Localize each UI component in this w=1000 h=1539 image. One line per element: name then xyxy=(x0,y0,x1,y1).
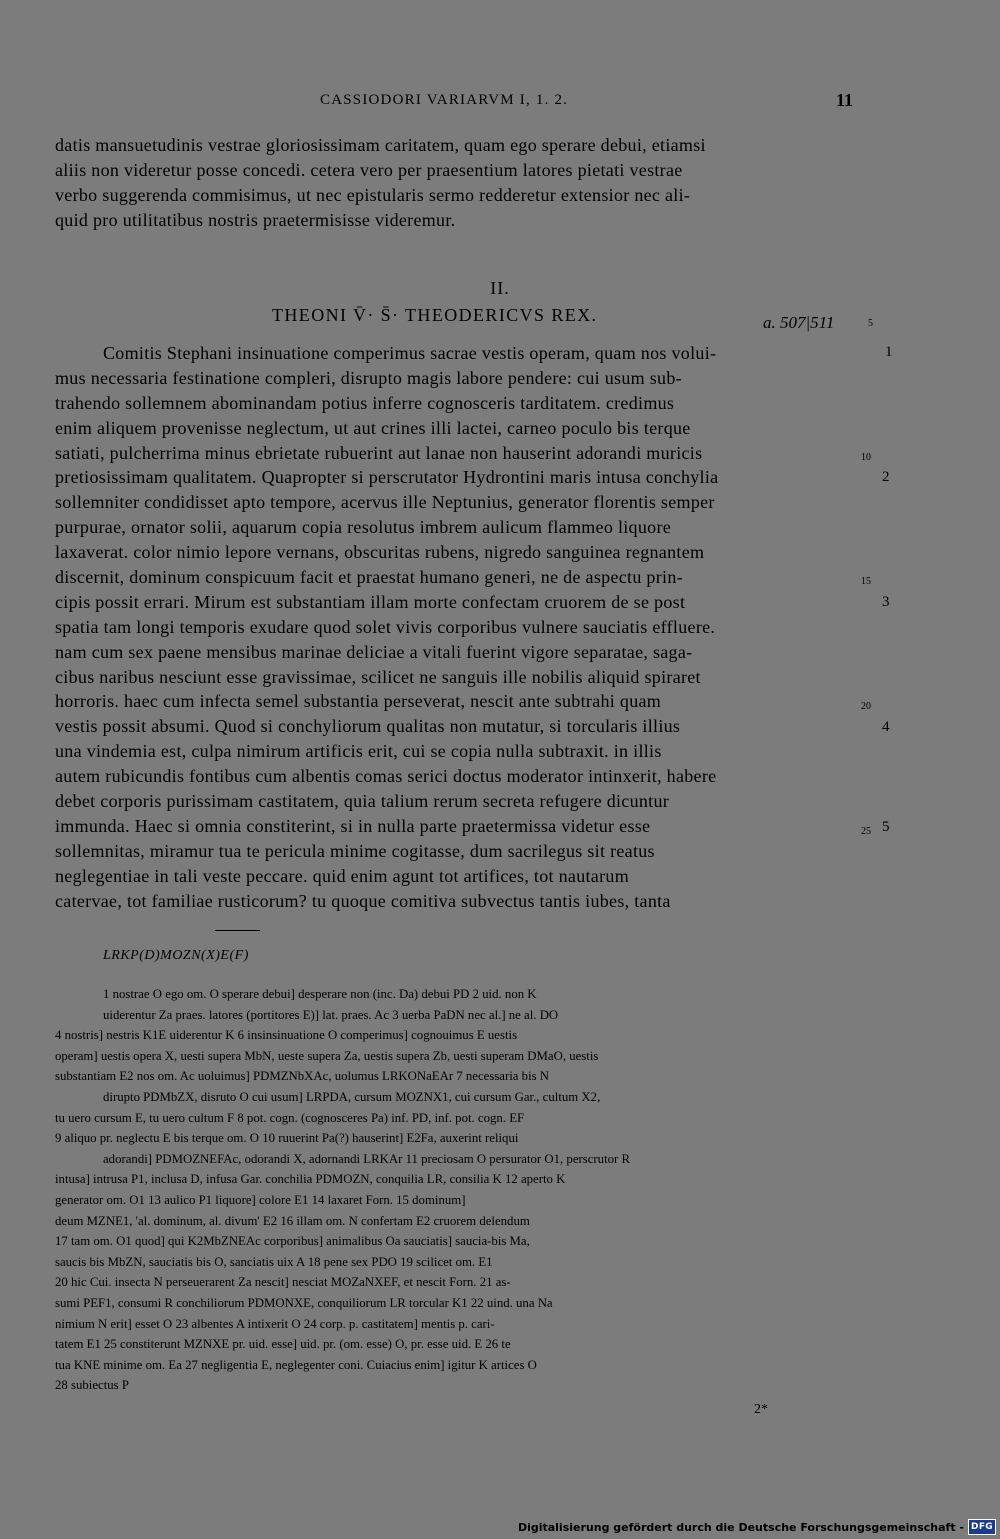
apparatus-line: substantiam E2 nos om. Ac uoluimus] PDMZNbXAc, uolumus LRKONaEAr 7 necessaria bis N xyxy=(55,1069,550,1084)
margin-line-number: 20 xyxy=(861,701,871,712)
section-numeral: II. xyxy=(490,278,510,298)
text-line: immunda. Haec si omnia constiterint, si in nulla parte praetermissa videtur esse xyxy=(55,815,651,836)
dfg-logo-icon xyxy=(968,1519,996,1535)
dfg-logo-text: DFG xyxy=(971,1522,993,1532)
text-line: catervae, tot familiae rusticorum? tu quoque comitiva subvectus tantis iubes, tanta xyxy=(55,890,671,911)
funding-footer xyxy=(518,1518,996,1536)
margin-line-number: 15 xyxy=(861,576,871,587)
text-line: enim aliquem provenisse neglectum, ut aut crines illi lactei, carneo poculo bis terque xyxy=(55,417,691,438)
margin-paragraph-number: 3 xyxy=(882,594,890,610)
text-line: vestis possit absumi. Quod si conchyliorum qualitas non mutatur, si torcularis illius xyxy=(55,716,681,737)
text-line: pretiosissimam qualitatem. Quapropter si perscrutator Hydrontini maris intusa conchylia xyxy=(55,467,719,488)
text-line: quid pro utilitatibus nostris praetermisisse videremur. xyxy=(55,209,456,230)
apparatus-line: intusa] intrusa P1, inclusa D, infusa Gar. conchilia PDMOZN, conquilia LR, consilia K 12 aperto K xyxy=(55,1172,566,1187)
apparatus-line: uiderentur Za praes. latores (portitores E)] lat. praes. Ac 3 uerba PaDN nec al.] ne al. DO xyxy=(103,1007,559,1022)
text-line: neglegentiae in tali veste peccare. quid enim agunt tot artifices, tot nautarum xyxy=(55,865,629,886)
apparatus-line: sumi PEF1, consumi R conchiliorum PDMONXE, conquiliorum LR torcular K1 22 uind. una Na xyxy=(55,1295,553,1310)
text-line: spatia tam longi temporis exudare quod solet vivis corporibus vulnere sauciatis effluere. xyxy=(55,616,716,637)
apparatus-line: saucis bis MbZN, sauciatis bis O, sanciatis uix A 18 pene sex PDO 19 scilicet om. E1 xyxy=(55,1254,493,1269)
margin-line-number: 5 xyxy=(868,318,873,329)
apparatus-line: adorandi] PDMOZNEFAc, odorandi X, adornandi LRKAr 11 preciosam O persurator O1, perscrutor R xyxy=(103,1151,631,1166)
apparatus-line: 17 tam om. O1 quod] qui K2MbZNEAc corporibus] animalibus Oa sauciatis] saucia-bis Ma, xyxy=(55,1234,530,1249)
apparatus-line: 20 hic Cui. insecta N perseuerarent Za nescit] nesciat MOZaNXEF, et nescit Forn. 21 as- xyxy=(55,1275,511,1290)
letter-heading: THEONI V̄· S̄· THEODERICVS REX. xyxy=(272,305,598,325)
apparatus-line: tatem E1 25 constiterunt MZNXE pr. uid. esse] uid. pr. (om. esse) O, pr. esse uid. E 26 te xyxy=(55,1337,511,1352)
text-line: purpurae, ornator solii, aquarum copia resolutus imbrem aulicum flammeo liquore xyxy=(55,517,672,538)
apparatus-line: tua KNE minime om. Ea 27 negligentia E, neglegenter coni. Cuiacius enim] igitur K artices O xyxy=(55,1357,537,1372)
apparatus-line: 1 nostrae O ego om. O sperare debui] desperare non (inc. Da) debui PD 2 uid. non K xyxy=(103,987,537,1001)
apparatus-line: generator om. O1 13 aulico P1 liquore] colore E1 14 laxaret Forn. 15 dominum] xyxy=(55,1192,466,1207)
margin-line-number: 25 xyxy=(861,826,871,837)
apparatus-line: 4 nostris] nestris K1E uiderentur K 6 insinsinuatione O comperimus] cognouimus E uestis xyxy=(55,1028,518,1043)
apparatus-line: 9 aliquo pr. neglectu E bis terque om. O 10 ruuerint Pa(?) hauserint] E2Fa, auxerint reliqui xyxy=(55,1131,519,1146)
text-line: laxaverat. color nimio lepore vernans, obscuritas rubens, nigredo sanguinea regnantem xyxy=(55,542,705,563)
apparatus-line: nimium N erit] esset O 23 albentes A intixerit O 24 corp. p. castitatem] mentis p. cari- xyxy=(55,1316,495,1331)
text-line: nam cum sex paene mensibus marinae deliciae a vitali fuerint vigore separatae, saga- xyxy=(55,641,693,662)
text-line: autem rubicundis fontibus cum albentis comas serici doctus moderator intinxerit, habere xyxy=(55,766,717,787)
sigla-line: LRKP(D)MOZN(X)E(F) xyxy=(103,948,249,963)
margin-paragraph-number: 5 xyxy=(882,819,890,835)
letter-text xyxy=(55,341,855,913)
apparatus-line: tu uero cursum E, tu uero cultum F 8 pot. cogn. (cognosceres Pa) inf. PD, inf. pot. cogn. EF xyxy=(55,1110,525,1125)
text-line: datis mansuetudinis vestrae gloriosissimam caritatem, quam ego sperare debui, etiamsi xyxy=(55,135,706,155)
apparatus-line: operam] uestis opera X, uesti supera MbN, ueste supera Za, uestis supera Zb, uesti superam DMaO, uestis xyxy=(55,1048,599,1063)
margin-paragraph-number: 1 xyxy=(885,344,893,360)
text-line: trahendo sollemnem abominandam potius inferre cognosceris tarditatem. credimus xyxy=(55,392,675,413)
critical-apparatus xyxy=(55,984,855,1396)
text-line: sollemniter condidisset apto tempore, acervus ille Neptunius, generator florentis semper xyxy=(55,492,715,513)
margin-paragraph-number: 2 xyxy=(882,469,890,485)
body-text xyxy=(55,133,855,233)
apparatus-line: deum MZNE1, 'al. dominum, al. divum' E2 16 illam om. N confertam E2 cruorem delendum xyxy=(55,1213,530,1228)
signature-mark: 2* xyxy=(754,1402,768,1417)
text-line: aliis non videretur posse concedi. cetera vero per praesentium latores pietati vestrae xyxy=(55,159,683,180)
margin-paragraph-number: 4 xyxy=(882,719,890,735)
text-line: cipis possit errari. Mirum est substantiam illam morte confectam cruorem de se post xyxy=(55,591,686,612)
running-head xyxy=(0,92,1000,116)
text-line: verbo suggerenda commisimus, ut nec epistularis sermo redderetur extensior nec ali- xyxy=(55,184,691,205)
page-number: 11 xyxy=(836,90,854,110)
letter-date: a. 507|511 xyxy=(763,313,835,332)
text-line: debet corporis purissimam castitatem, quia talium rerum secreta refugere dicuntur xyxy=(55,791,670,812)
text-line: discernit, dominum conspicuum facit et praestat humano generi, ne de aspectu prin- xyxy=(55,567,683,588)
apparatus-line: 28 subiectus P xyxy=(55,1378,129,1393)
text-line: sollemnitas, miramur tua te pericula minime cogitasse, dum sacrilegus sit reatus xyxy=(55,840,655,861)
text-line: satiati, pulcherrima minus ebrietate rubuerint aut lanae non hauserint adorandi muricis xyxy=(55,442,703,463)
text-line: mus necessaria festinatione compleri, disrupto magis labore pendere: cui usum sub- xyxy=(55,367,682,388)
funding-text: Digitalisierung gefördert durch die Deutsche Forschungsgemeinschaft - xyxy=(517,1520,964,1534)
text-line: cibus naribus nesciunt esse gravissimae, scilicet ne sanguis ille nobilis aliquid spiraret xyxy=(55,666,701,687)
margin-line-number: 10 xyxy=(861,452,871,463)
text-line: una vindemia est, culpa nimirum artificis erit, cui se copia nulla subtraxit. in illis xyxy=(55,741,662,762)
footnote-rule xyxy=(215,930,260,931)
text-line: Comitis Stephani insinuatione comperimus sacrae vestis operam, quam nos volui- xyxy=(103,343,717,363)
text-line: horroris. haec cum infecta semel substantia perseverat, nescit ante subtrahi quam xyxy=(55,691,662,712)
running-title: CASSIODORI VARIARVM I, 1. 2. xyxy=(320,92,569,108)
apparatus-line: dirupto PDMbZX, disruto O cui usum] LRPDA, cursum MOZNX1, cui cursum Gar., cultum X2, xyxy=(103,1089,601,1104)
